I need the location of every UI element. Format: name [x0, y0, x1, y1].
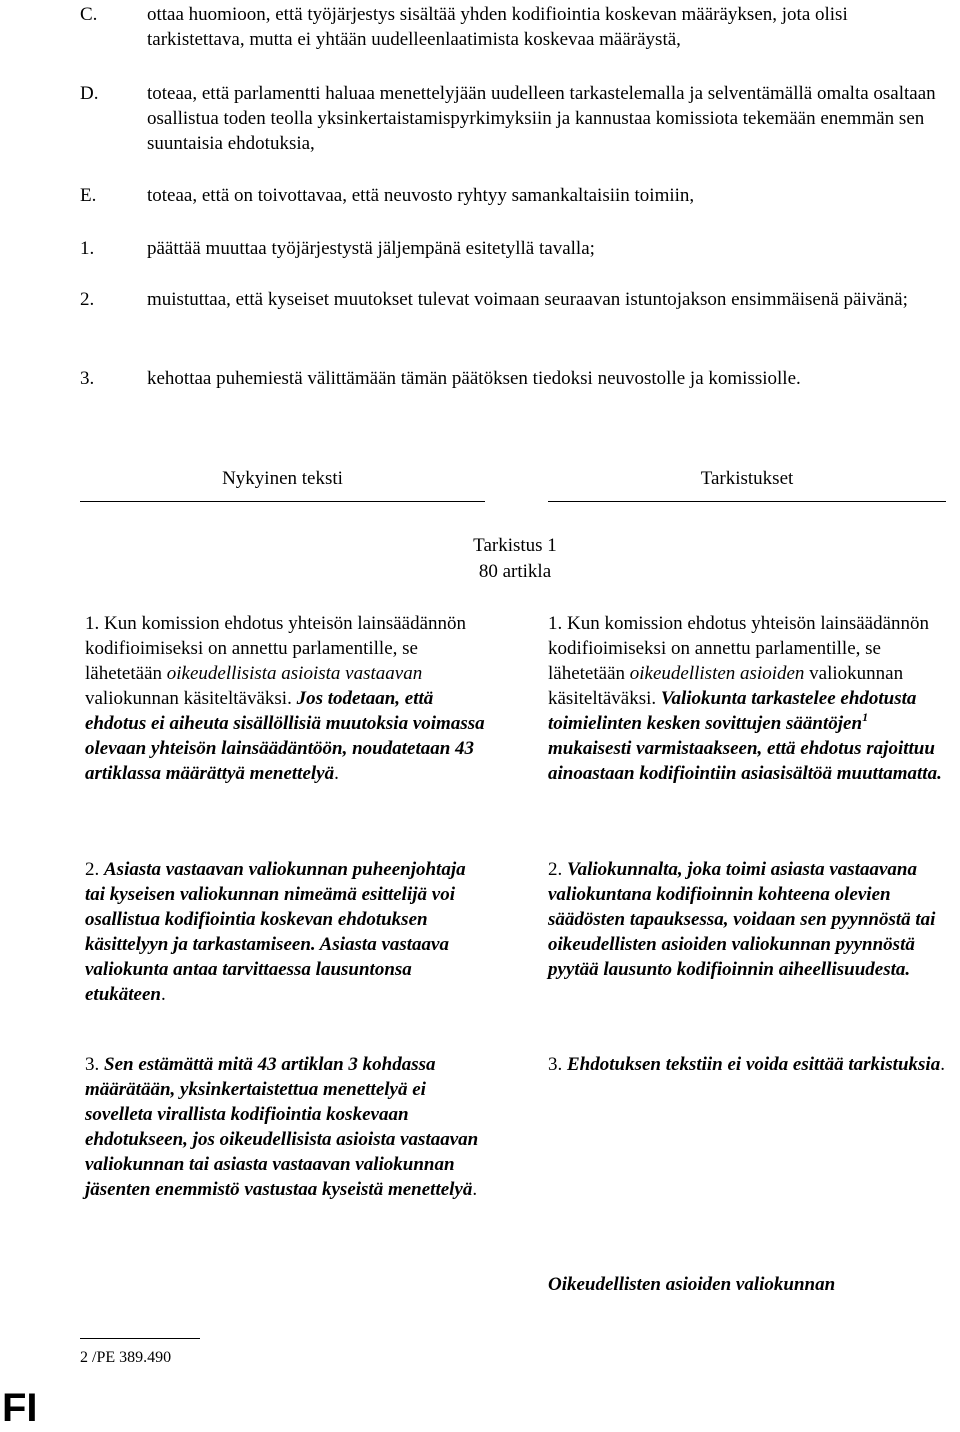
- text-span: .: [334, 763, 339, 784]
- bold-italic-span: Asiasta vastaavan valiokunnan puheenjohtaja tai kyseisen valiokunnan nimeämä esittelijä voi osallistua kodifiointia koskevan ehdotuksen käsittelyyn ja tarkastamiseen. Asiasta vastaava valiokunta antaa tarvittaessa lausuntonsa etukäteen: [85, 859, 466, 1005]
- text-span: 1. Kun komission ehdotus yhteisön lainsäädännön kodifioimiseksi on annettu parlamentille, se lähetetään: [548, 613, 930, 684]
- italic-span: oikeudellisista asioista vastaavan: [166, 663, 423, 684]
- current-paragraph-1: [85, 611, 485, 786]
- bold-italic-span: Jos todetaan, että ehdotus ei aiheuta sisällöllisiä muutoksia voimassa olevaan yhteisön lainsäädäntöön, noudatetaan 43 artiklassa määrättyä menettelyä: [85, 688, 485, 784]
- bold-italic-span: mukaisesti varmistaakseen, että ehdotus rajoittuu ainoastaan kodifiointiin asiasisältöä muuttamatta.: [548, 738, 942, 784]
- point-text: kehottaa puhemiestä välittämään tämän päätöksen tiedoksi neuvostolle ja komissiolle.: [147, 368, 801, 389]
- amendment-column-p4: [548, 1272, 948, 1297]
- point-text: muistuttaa, että kyseiset muutokset tulevat voimaan seuraavan istuntojakson ensimmäisenä päivänä;: [147, 289, 908, 310]
- current-text-column-p3: [85, 1052, 485, 1202]
- current-text-column: [85, 611, 485, 786]
- bold-italic-span: Valiokunta tarkastelee ehdotusta toimielinten kesken sovittujen sääntöjen: [548, 688, 917, 734]
- bold-italic-span: Sen estämättä mitä 43 artiklan 3 kohdassa määrätään, yksinkertaistettua menettelyä ei sovelleta virallista kodifiointia koskevaan ehdotukseen, jos oikeudellisista asioista vastaavan valiokunnan tai asiasta vastaavan valiokunnan jäsenten enemmistö vastustaa kyseistä menettelyä: [85, 1054, 479, 1200]
- amendment-paragraph-3: [548, 1052, 948, 1077]
- amendment-paragraph-2: [548, 857, 948, 982]
- current-text-heading: Nykyinen teksti: [222, 468, 343, 489]
- footnote-marker: 1: [862, 710, 869, 724]
- amendment-column-p3: [548, 1052, 948, 1077]
- text-span: .: [161, 984, 166, 1005]
- italic-span: oikeudellisten asioiden: [629, 663, 805, 684]
- amendments-heading: Tarkistukset: [700, 468, 794, 489]
- point-label: 3.: [80, 368, 95, 389]
- current-paragraph-3: [85, 1052, 485, 1202]
- amendment-paragraph-4: Oikeudellisten asioiden valiokunnan: [548, 1274, 836, 1295]
- text-span: .: [940, 1054, 945, 1075]
- text-span: 2.: [548, 859, 567, 880]
- amendment-column-p2: [548, 857, 948, 982]
- page-reference: 2 /PE 389.490: [80, 1349, 172, 1366]
- amendment-title: Tarkistus 1: [473, 535, 557, 556]
- bold-italic-span: Valiokunnalta, joka toimi asiasta vastaavana valiokuntana kodifioinnin kohteena olevien säädösten tapauksessa, voidaan sen pyynnöstä tai oikeudellisten asioiden valiokunnan pyynnöstä pyytää lausunto kodifioinnin aiheellisuudesta.: [548, 859, 936, 980]
- recital-label: C.: [80, 4, 98, 25]
- current-text-column-p2: [85, 857, 485, 1007]
- current-paragraph-2: [85, 857, 485, 1007]
- recital-label: D.: [80, 83, 99, 104]
- footer-rule: [80, 1338, 200, 1339]
- text-span: valiokunnan käsiteltäväksi.: [85, 688, 297, 709]
- recital-label: E.: [80, 185, 97, 206]
- amendment-paragraph-1: [548, 611, 948, 786]
- text-span: 1. Kun komission ehdotus yhteisön lainsäädännön kodifioimiseksi on annettu parlamentille, se lähetetään: [85, 613, 467, 684]
- amendment-column: [548, 611, 948, 786]
- left-heading-rule: [80, 501, 485, 502]
- recital-text: ottaa huomioon, että työjärjestys sisältää yhden kodifiointia koskevan määräyksen, jota olisi tarkistettava, mutta ei yhtään uudelleenlaatimista koskevaa määräystä,: [147, 4, 848, 50]
- text-span: .: [472, 1179, 478, 1200]
- point-text: päättää muuttaa työjärjestystä jäljempänä esitetyllä tavalla;: [147, 238, 595, 259]
- recital-text: toteaa, että parlamentti haluaa menettelyjään uudelleen tarkastelemalla ja selventämällä omalta osaltaan osallistua toden teolla yksinkertaistamispyrkimyksiin ja kannustaa komissiota tekemään enemmän sen suuntaisia ehdotuksia,: [147, 83, 936, 154]
- article-number: 80 artikla: [478, 561, 552, 582]
- point-label: 1.: [80, 238, 95, 259]
- recital-text: toteaa, että on toivottavaa, että neuvosto ryhtyy samankaltaisiin toimiin,: [147, 185, 695, 206]
- right-heading-rule: [548, 501, 946, 502]
- text-span: 2.: [85, 859, 104, 880]
- language-code: FI: [2, 1386, 38, 1430]
- point-label: 2.: [80, 289, 95, 310]
- text-span: 3.: [548, 1054, 567, 1075]
- bold-italic-span: Ehdotuksen tekstiin ei voida esittää tarkistuksia: [567, 1054, 941, 1075]
- text-span: valiokunnan käsiteltäväksi.: [548, 663, 904, 709]
- text-span: 3.: [85, 1054, 104, 1075]
